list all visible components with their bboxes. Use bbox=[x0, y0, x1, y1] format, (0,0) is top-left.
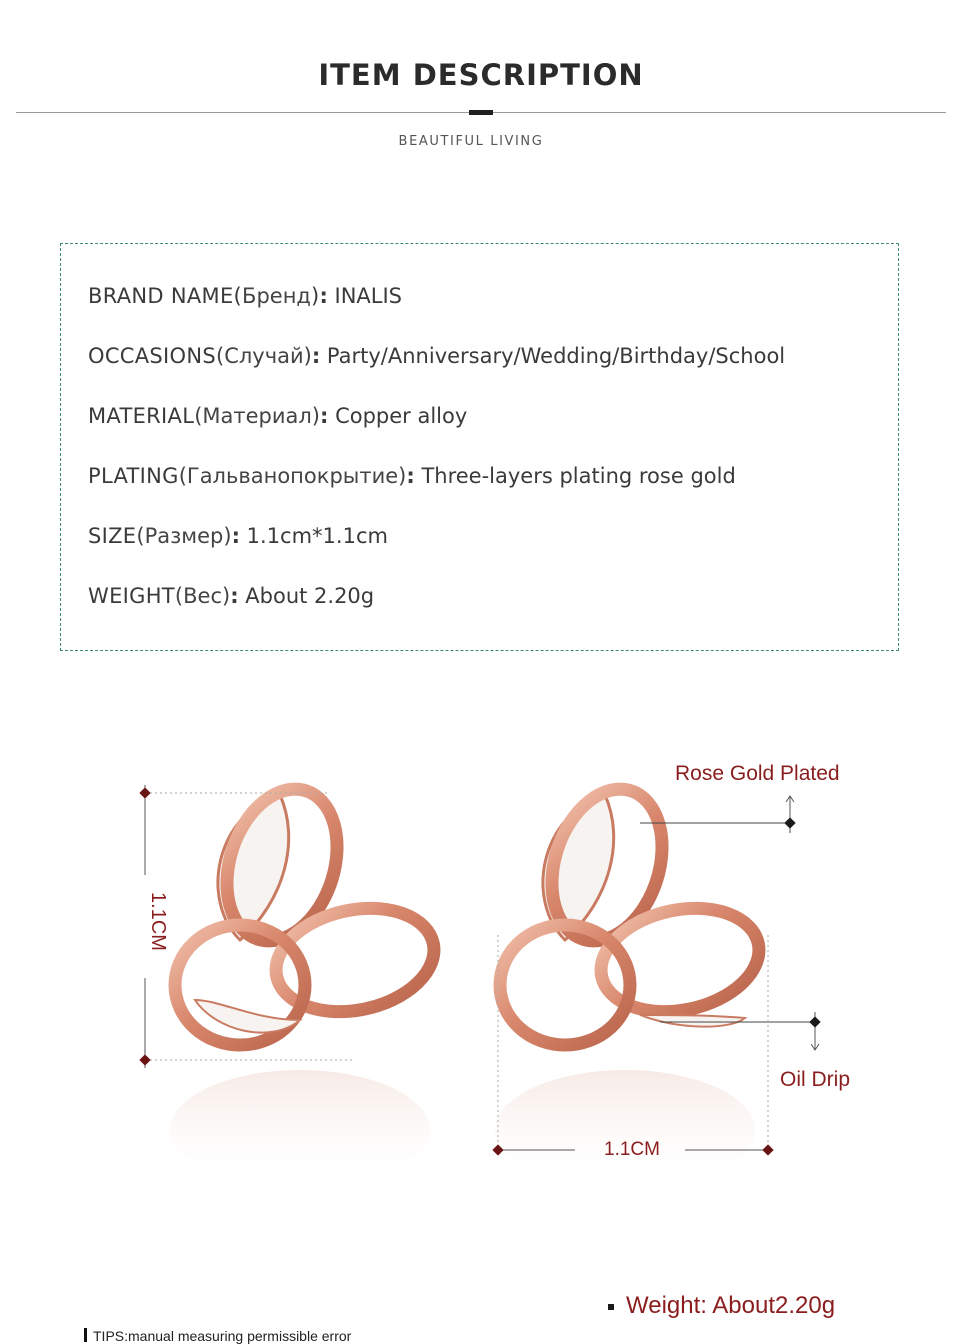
spec-key: WEIGHT bbox=[88, 584, 175, 608]
spec-size bbox=[88, 524, 388, 548]
height-label: 1.1CM bbox=[146, 892, 169, 951]
spec-colon: : bbox=[311, 344, 321, 368]
spec-close: ) bbox=[310, 284, 320, 308]
enamel-lower bbox=[195, 1000, 300, 1033]
spec-weight bbox=[88, 584, 374, 608]
spec-key: SIZE bbox=[88, 524, 137, 548]
spec-ru: (Размер) bbox=[136, 524, 232, 548]
tips-text: TIPS:manual measuring permissible error bbox=[93, 1328, 352, 1344]
earring-right bbox=[495, 775, 769, 1190]
spec-ru: (Материал) bbox=[194, 404, 320, 428]
spec-colon: : bbox=[231, 524, 240, 548]
spec-value: 1.1cm*1.1cm bbox=[239, 524, 388, 548]
spec-colon: : bbox=[320, 404, 329, 428]
spec-ru: (Гальванопокрытие) bbox=[178, 464, 407, 488]
spec-ru: (Вес) bbox=[174, 584, 231, 608]
spec-colon: : bbox=[230, 584, 239, 608]
weight-note bbox=[608, 1292, 835, 1320]
earring-reflection bbox=[495, 1070, 755, 1190]
spec-ru: Бренд bbox=[242, 284, 311, 308]
earring-reflection bbox=[170, 1070, 430, 1190]
enamel-lower bbox=[640, 1015, 745, 1027]
spec-colon: : bbox=[319, 284, 328, 308]
width-label: 1.1CM bbox=[604, 1139, 660, 1160]
oil-drip-label: Oil Drip bbox=[780, 1068, 851, 1091]
spec-value: About 2.20g bbox=[238, 584, 375, 608]
earring-left bbox=[170, 775, 444, 1190]
header-divider-accent bbox=[469, 110, 493, 115]
bar-icon bbox=[84, 1328, 87, 1342]
bullet-icon bbox=[608, 1304, 614, 1310]
spec-key: MATERIAL bbox=[88, 404, 195, 428]
spec-material bbox=[88, 404, 467, 428]
spec-value: Three-layers plating rose gold bbox=[414, 464, 736, 488]
spec-key: OCCASIONS bbox=[88, 344, 217, 368]
spec-ru: (Случай) bbox=[216, 344, 312, 368]
spec-key: BRAND NAME( bbox=[88, 284, 243, 308]
spec-colon: : bbox=[406, 464, 415, 488]
spec-occasions bbox=[88, 344, 785, 368]
spec-value: Party/Anniversary/Wedding/Birthday/School bbox=[320, 344, 786, 368]
spec-brand bbox=[88, 284, 402, 308]
spec-value: Copper alloy bbox=[328, 404, 468, 428]
weight-note-text: Weight: About2.20g bbox=[626, 1292, 836, 1319]
tips-note bbox=[84, 1328, 351, 1344]
spec-box bbox=[60, 243, 899, 651]
spec-value: INALIS bbox=[327, 284, 403, 308]
spec-plating bbox=[88, 464, 736, 488]
spec-key: PLATING bbox=[88, 464, 179, 488]
page-subtitle: BEAUTIFUL LIVING bbox=[398, 134, 544, 149]
page-title: ITEM DESCRIPTION bbox=[318, 58, 644, 92]
rose-gold-label: Rose Gold Plated bbox=[675, 762, 840, 785]
